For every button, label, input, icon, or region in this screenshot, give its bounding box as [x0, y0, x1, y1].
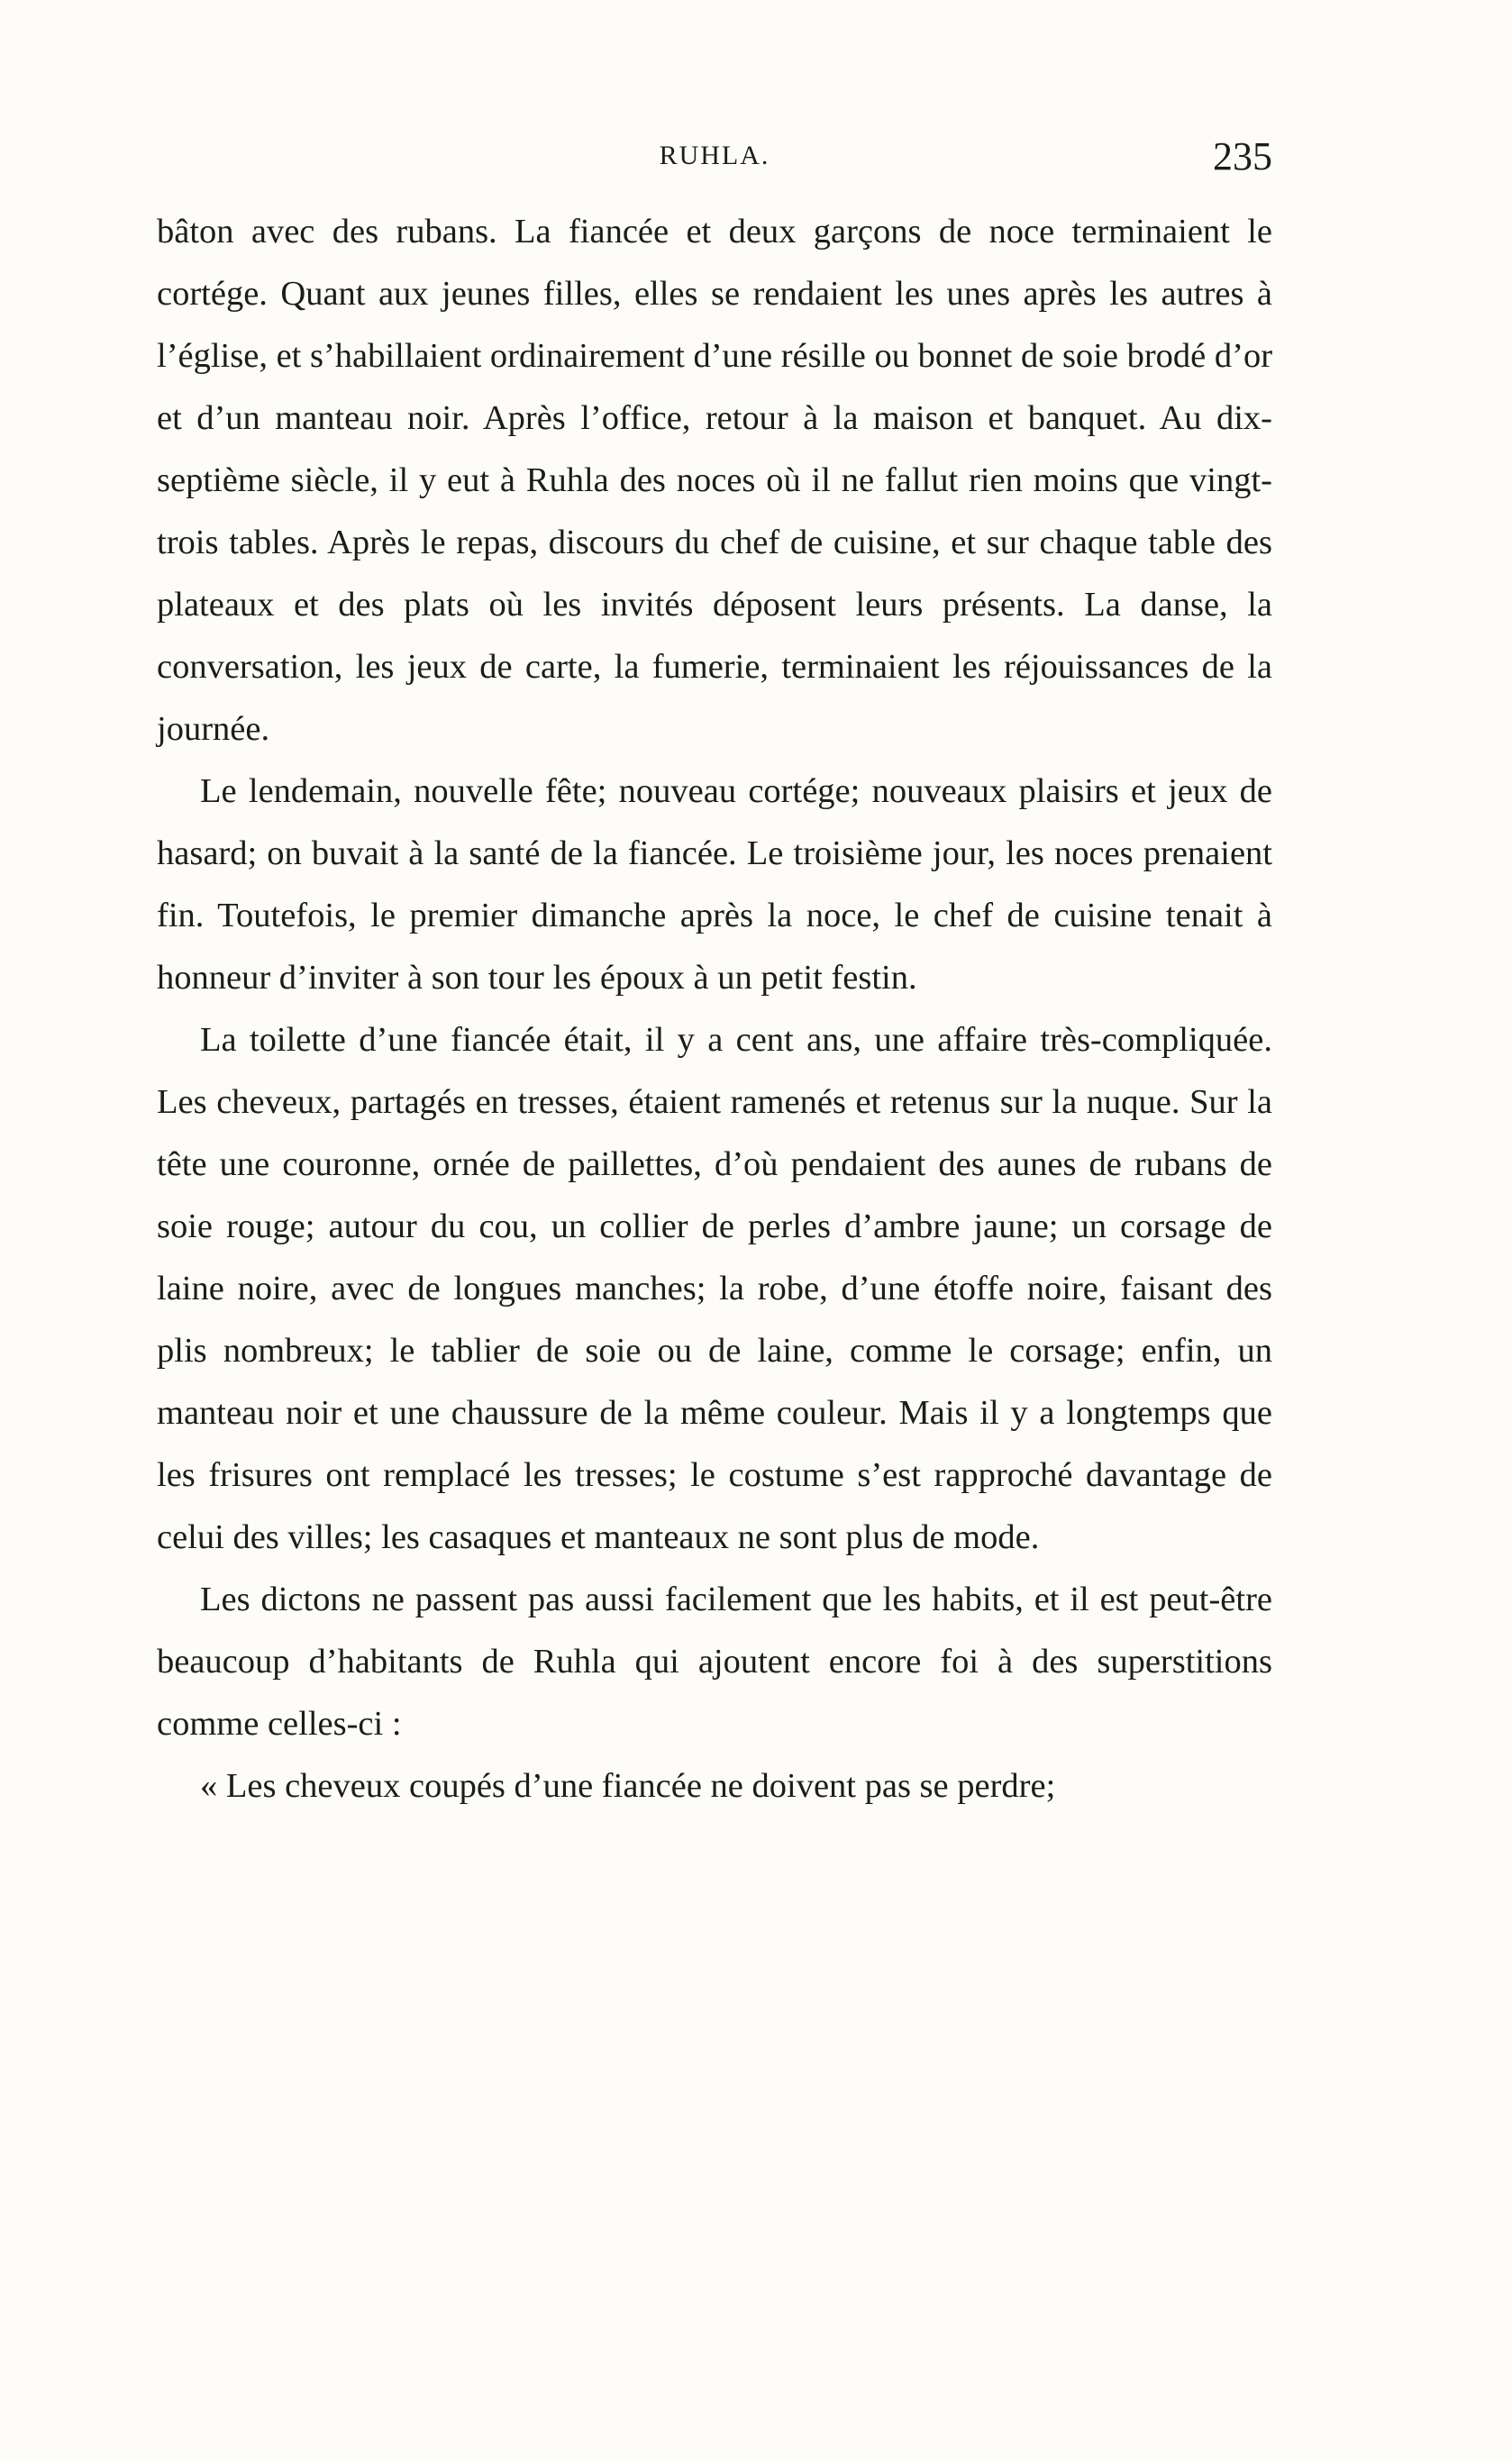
- paragraph: Le lendemain, nouvelle fête; nouveau cortége; nouveaux plaisirs et jeux de hasard; on buvait à la santé de la fiancée. Le troisième jour, les noces prenaient fin. Toutefois, le premier dimanche après la noce, le chef de cuisine tenait à honneur d’inviter à son tour les époux à un petit festin.: [157, 772, 1272, 997]
- paragraph: Les dictons ne passent pas aussi facilement que les habits, et il est peut-être beaucoup d’habitants de Ruhla qui ajoutent encore foi à des superstitions comme celles-ci :: [157, 1581, 1272, 1743]
- body-text: [157, 201, 1272, 1818]
- paragraph-continued: bâton avec des rubans. La fiancée et deux garçons de noce terminaient le cortége. Quant aux jeunes filles, elles se rendaient les unes après les autres à l’église, et s’habillaient ordinairement d’une résille ou bonnet de soie brodé d’or et d’un manteau noir. Après l’office, retour à la maison et banquet. Au dix-septième siècle, il y eut à Ruhla des noces où il ne fallut rien moins que vingt-trois tables. Après le repas, discours du chef de cuisine, et sur chaque table des plateaux et des plats où les invités déposent leurs présents. La danse, la conversation, les jeux de carte, la fumerie, terminaient les réjouissances de la journée.: [157, 213, 1273, 748]
- running-title: RUHLA.: [659, 141, 770, 170]
- paragraph: La toilette d’une fiancée était, il y a cent ans, une affaire très-compliquée. Les cheveux, partagés en tresses, étaient ramenés et retenus sur la nuque. Sur la tête une couronne, ornée de paillettes, d’où pendaient des aunes de rubans de soie rouge; autour du cou, un collier de perles d’ambre jaune; un corsage de laine noire, avec de longues manches; la robe, d’une étoffe noire, faisant des plis nombreux; le tablier de soie ou de laine, comme le corsage; enfin, un manteau noir et une chaussure de la même couleur. Mais il y a longtemps que les frisures ont remplacé les tresses; le costume s’est rapproché davantage de celui des villes; les casaques et manteaux ne sont plus de mode.: [157, 1021, 1272, 1556]
- running-head: [157, 133, 1272, 187]
- paragraph-quote: « Les cheveux coupés d’une fiancée ne doivent pas se perdre;: [200, 1767, 1056, 1805]
- page-number: 235: [1213, 134, 1272, 178]
